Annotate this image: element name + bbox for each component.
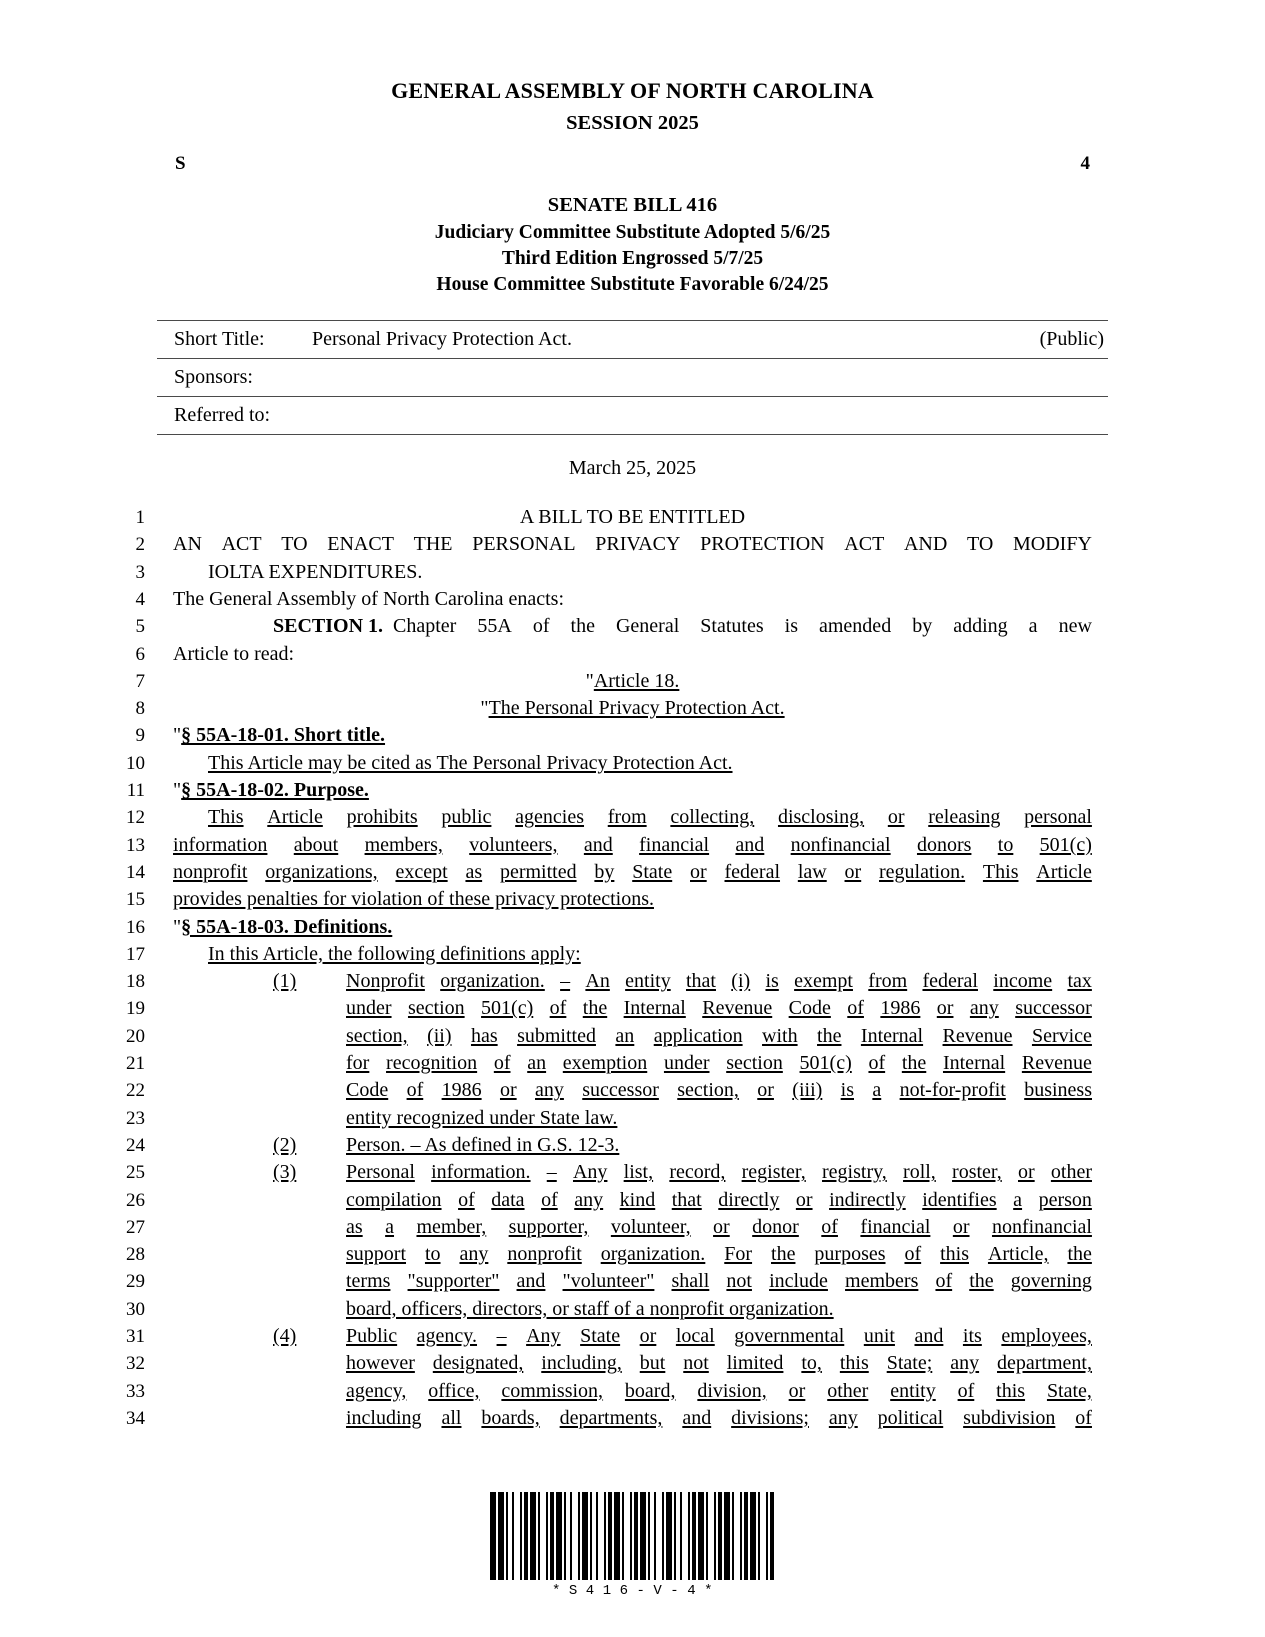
line-number: 4	[135, 588, 145, 610]
referred-to-label: Referred to:	[174, 404, 271, 427]
definition-marker: (1)	[273, 970, 297, 993]
barcode-area	[0, 1479, 1265, 1599]
definition-row	[173, 1214, 1092, 1241]
short-title-value: Personal Privacy Protection Act.	[312, 328, 572, 351]
line-number: 17	[126, 943, 145, 965]
referred-to-row	[157, 397, 1108, 435]
bill-line-content: This Article prohibits public agencies from collecting, disclosing, or releasing personal	[208, 806, 1092, 829]
bill-line	[0, 695, 1265, 722]
bill-line	[0, 1187, 1265, 1214]
bill-line-text	[346, 1077, 1092, 1104]
bill-line	[0, 1214, 1265, 1241]
line-number: 11	[126, 780, 145, 802]
definition-row	[173, 1023, 1092, 1050]
sponsors-label: Sponsors:	[174, 366, 253, 389]
definition-marker: (3)	[273, 1161, 297, 1184]
open-quote: "	[173, 779, 182, 802]
bill-line-text	[173, 531, 1092, 558]
sponsors-row	[157, 359, 1108, 397]
definition-row	[173, 1268, 1092, 1295]
bill-line-text	[346, 1023, 1092, 1050]
bill-line-content: This Article may be cited as The Personal Privacy Protection Act.	[208, 751, 733, 774]
bill-line-content: support to any nonprofit organization. For the purposes of this Article, the	[346, 1243, 1092, 1266]
short-title-label: Short Title:	[174, 328, 265, 351]
bill-line-text	[173, 586, 1092, 613]
line-number: 5	[135, 616, 145, 638]
barcode-label: *S416-V-4*	[551, 1583, 721, 1599]
bill-line-text	[346, 968, 1092, 995]
line-number: 28	[126, 1244, 145, 1266]
bill-line	[0, 559, 1265, 586]
line-number: 1	[135, 507, 145, 529]
bill-line-content: compilation of data of any kind that directly or indirectly identifies a person	[346, 1188, 1092, 1211]
definition-row	[173, 1405, 1092, 1432]
line-number: 31	[126, 1326, 145, 1347]
bill-line-content: § 55A-18-03. Definitions.	[181, 915, 393, 938]
bill-title-block	[0, 192, 1265, 298]
bill-line	[0, 995, 1265, 1022]
bill-line-content: In this Article, the following definitions apply:	[208, 942, 581, 965]
line-number: 26	[126, 1189, 145, 1211]
session-label: SESSION 2025	[566, 111, 699, 134]
bill-line-text	[173, 641, 1092, 668]
bill-line-text	[346, 995, 1092, 1022]
bill-line-text	[173, 668, 1092, 695]
definition-row	[173, 1296, 1092, 1323]
bill-line	[0, 886, 1265, 913]
definition-marker: (2)	[273, 1133, 297, 1156]
bill-line-content: The General Assembly of North Carolina enacts:	[173, 587, 564, 610]
line-number: 8	[135, 698, 145, 720]
line-number: 19	[126, 998, 145, 1020]
bill-line-text	[173, 859, 1092, 886]
line-number: 12	[126, 807, 145, 829]
bill-line-text	[346, 1268, 1092, 1295]
bill-line-text	[173, 804, 1092, 831]
bill-line	[0, 613, 1265, 640]
masthead	[0, 0, 1265, 136]
definition-row	[173, 968, 1092, 995]
bill-line-content: Article to read:	[173, 642, 295, 665]
bill-line	[0, 1132, 1265, 1159]
line-number: 27	[126, 1216, 145, 1238]
definition-row	[173, 1105, 1092, 1132]
bill-line-text	[346, 1050, 1092, 1077]
definition-row	[173, 1159, 1092, 1186]
line-number: 20	[126, 1025, 145, 1047]
bill-line-text	[346, 1323, 1092, 1350]
bill-line	[0, 750, 1265, 777]
definition-row	[173, 1323, 1092, 1350]
line-number: 29	[126, 1271, 145, 1293]
bill-line	[0, 668, 1265, 695]
definition-row	[173, 995, 1092, 1022]
bill-line	[0, 1378, 1265, 1405]
edition-line-3: House Committee Substitute Favorable 6/24/25	[436, 273, 829, 295]
bill-line-content: A BILL TO BE ENTITLED	[519, 506, 746, 529]
line-number: 23	[126, 1107, 145, 1129]
bill-line-content: for recognition of an exemption under section 501(c) of the Internal Revenue	[346, 1052, 1092, 1075]
bill-line-content: as a member, supporter, volunteer, or donor of financial or nonfinancial	[346, 1215, 1092, 1238]
bill-line-content: Public agency. – Any State or local governmental unit and its employees,	[346, 1325, 1092, 1347]
bill-line-content: Chapter 55A of the General Statutes is amended by adding a new	[393, 615, 1092, 638]
bill-line	[0, 968, 1265, 995]
section-lead: SECTION 1.	[273, 615, 394, 638]
bill-line-text	[173, 504, 1092, 531]
bill-line-content: Article 18.	[593, 669, 680, 692]
bill-line-text	[346, 1214, 1092, 1241]
line-number: 25	[126, 1162, 145, 1184]
bill-date: March 25, 2025	[568, 457, 697, 480]
line-number: 9	[135, 725, 145, 747]
line-number: 13	[126, 834, 145, 856]
bill-line-text	[346, 1296, 1092, 1323]
bill-line-content: however designated, including, but not limited to, this State; any department,	[346, 1352, 1092, 1375]
line-number: 2	[135, 534, 145, 556]
bill-line	[0, 641, 1265, 668]
line-number: 34	[126, 1407, 145, 1429]
bill-line-text	[173, 559, 1092, 586]
line-number: 21	[126, 1053, 145, 1075]
definition-row	[173, 1378, 1092, 1405]
bill-line	[0, 531, 1265, 558]
line-number: 3	[135, 561, 145, 583]
bill-line	[0, 832, 1265, 859]
bill-line	[0, 941, 1265, 968]
bill-line-content: Personal information. – Any list, record, register, registry, roll, roster, or other	[346, 1161, 1092, 1184]
barcode-image	[490, 1492, 776, 1580]
definition-row	[173, 1132, 1092, 1159]
bill-line-text	[173, 777, 1092, 804]
bill-line-text	[173, 695, 1092, 722]
line-number: 18	[126, 971, 145, 993]
line-number: 24	[126, 1134, 145, 1156]
bill-line-content: terms "supporter" and "volunteer" shall not include members of the governing	[346, 1270, 1092, 1293]
edition-line-2: Third Edition Engrossed 5/7/25	[501, 247, 764, 269]
bill-line-text	[346, 1105, 1092, 1132]
bill-line	[0, 504, 1265, 531]
bill-line	[0, 1350, 1265, 1377]
open-quote: "	[480, 697, 489, 720]
definition-marker: (4)	[273, 1325, 297, 1347]
line-number: 30	[126, 1298, 145, 1320]
bill-line	[0, 914, 1265, 941]
bill-line-content: § 55A-18-02. Purpose.	[181, 779, 369, 802]
page-number: 4	[1080, 153, 1090, 175]
line-number: 16	[126, 916, 145, 938]
line-number: 6	[135, 643, 145, 665]
bill-line-content: IOLTA EXPENDITURES.	[208, 560, 423, 583]
short-title-row	[157, 321, 1108, 359]
bill-number: SENATE BILL 416	[547, 194, 718, 217]
bill-line	[0, 1323, 1265, 1350]
open-quote: "	[585, 669, 594, 692]
bill-line	[0, 1241, 1265, 1268]
bill-line	[0, 586, 1265, 613]
bill-metadata-table	[157, 320, 1108, 435]
bill-line-content: AN ACT TO ENACT THE PERSONAL PRIVACY PROTECTION ACT AND TO MODIFY	[173, 533, 1092, 556]
bill-line-content: Code of 1986 or any successor section, or (iii) is a not-for-profit business	[346, 1079, 1092, 1102]
bill-line-text	[346, 1241, 1092, 1268]
definition-row	[173, 1350, 1092, 1377]
bill-line-text	[173, 832, 1092, 859]
open-quote: "	[173, 915, 182, 938]
definition-row	[173, 1241, 1092, 1268]
bill-line-text	[173, 750, 1092, 777]
bill-line-content: The Personal Privacy Protection Act.	[488, 697, 785, 720]
line-number: 10	[126, 752, 145, 774]
bill-line-text	[173, 722, 1092, 749]
bill-line	[0, 804, 1265, 831]
bill-line-content: entity recognized under State law.	[346, 1106, 618, 1129]
line-number: 14	[126, 861, 145, 883]
bill-line	[0, 722, 1265, 749]
bill-line-content: section, (ii) has submitted an application with the Internal Revenue Service	[346, 1024, 1092, 1047]
bill-line-content: Person. – As defined in G.S. 12-3.	[346, 1133, 620, 1156]
line-number: 15	[126, 889, 145, 911]
edition-line-1: Judiciary Committee Substitute Adopted 5/6/25	[434, 221, 831, 243]
bill-line-text	[346, 1132, 1092, 1159]
open-quote: "	[173, 724, 182, 747]
bill-line	[0, 1050, 1265, 1077]
bill-line	[0, 1077, 1265, 1104]
bill-line-text	[173, 613, 1092, 640]
bill-line-text	[346, 1159, 1092, 1186]
bill-line-content: § 55A-18-01. Short title.	[181, 724, 386, 747]
bill-line	[0, 1023, 1265, 1050]
bill-line-content: under section 501(c) of the Internal Revenue Code of 1986 or any successor	[346, 997, 1092, 1020]
bill-line	[0, 1405, 1265, 1432]
line-number: 32	[126, 1353, 145, 1375]
line-number: 33	[126, 1380, 145, 1402]
bill-line-content: board, officers, directors, or staff of a nonprofit organization.	[346, 1297, 834, 1320]
bill-line-text	[346, 1405, 1092, 1432]
definition-row	[173, 1187, 1092, 1214]
bill-line-content: Nonprofit organization. – An entity that (i) is exempt from federal income tax	[346, 970, 1092, 993]
line-number: 7	[135, 670, 145, 692]
bill-line-text	[346, 1378, 1092, 1405]
bill-line-content: agency, office, commission, board, division, or other entity of this State,	[346, 1379, 1092, 1402]
bill-line	[0, 859, 1265, 886]
bill-line-text	[173, 914, 1092, 941]
bill-line-text	[346, 1187, 1092, 1214]
chamber-letter: S	[175, 153, 186, 175]
line-number: 22	[126, 1080, 145, 1102]
bill-line-text	[346, 1350, 1092, 1377]
definition-row	[173, 1077, 1092, 1104]
bill-line	[0, 1159, 1265, 1186]
chamber-row	[0, 153, 1265, 183]
bill-line	[0, 1268, 1265, 1295]
bill-line-text	[173, 886, 1092, 913]
bill-line-content: provides penalties for violation of these privacy protections.	[173, 888, 654, 911]
bill-line	[0, 1105, 1265, 1132]
public-marker: (Public)	[1039, 328, 1104, 351]
bill-body	[0, 504, 1265, 1432]
bill-line-content: information about members, volunteers, and financial and nonfinancial donors to 501(c)	[173, 833, 1092, 856]
bill-line-text	[173, 941, 1092, 968]
assembly-title: GENERAL ASSEMBLY OF NORTH CAROLINA	[391, 78, 874, 103]
bill-line-content: including all boards, departments, and divisions; any political subdivision of	[346, 1406, 1092, 1429]
bill-line	[0, 1296, 1265, 1323]
definition-row	[173, 1050, 1092, 1077]
bill-line-content: nonprofit organizations, except as permitted by State or federal law or regulation. This Article	[173, 860, 1092, 883]
bill-line	[0, 777, 1265, 804]
